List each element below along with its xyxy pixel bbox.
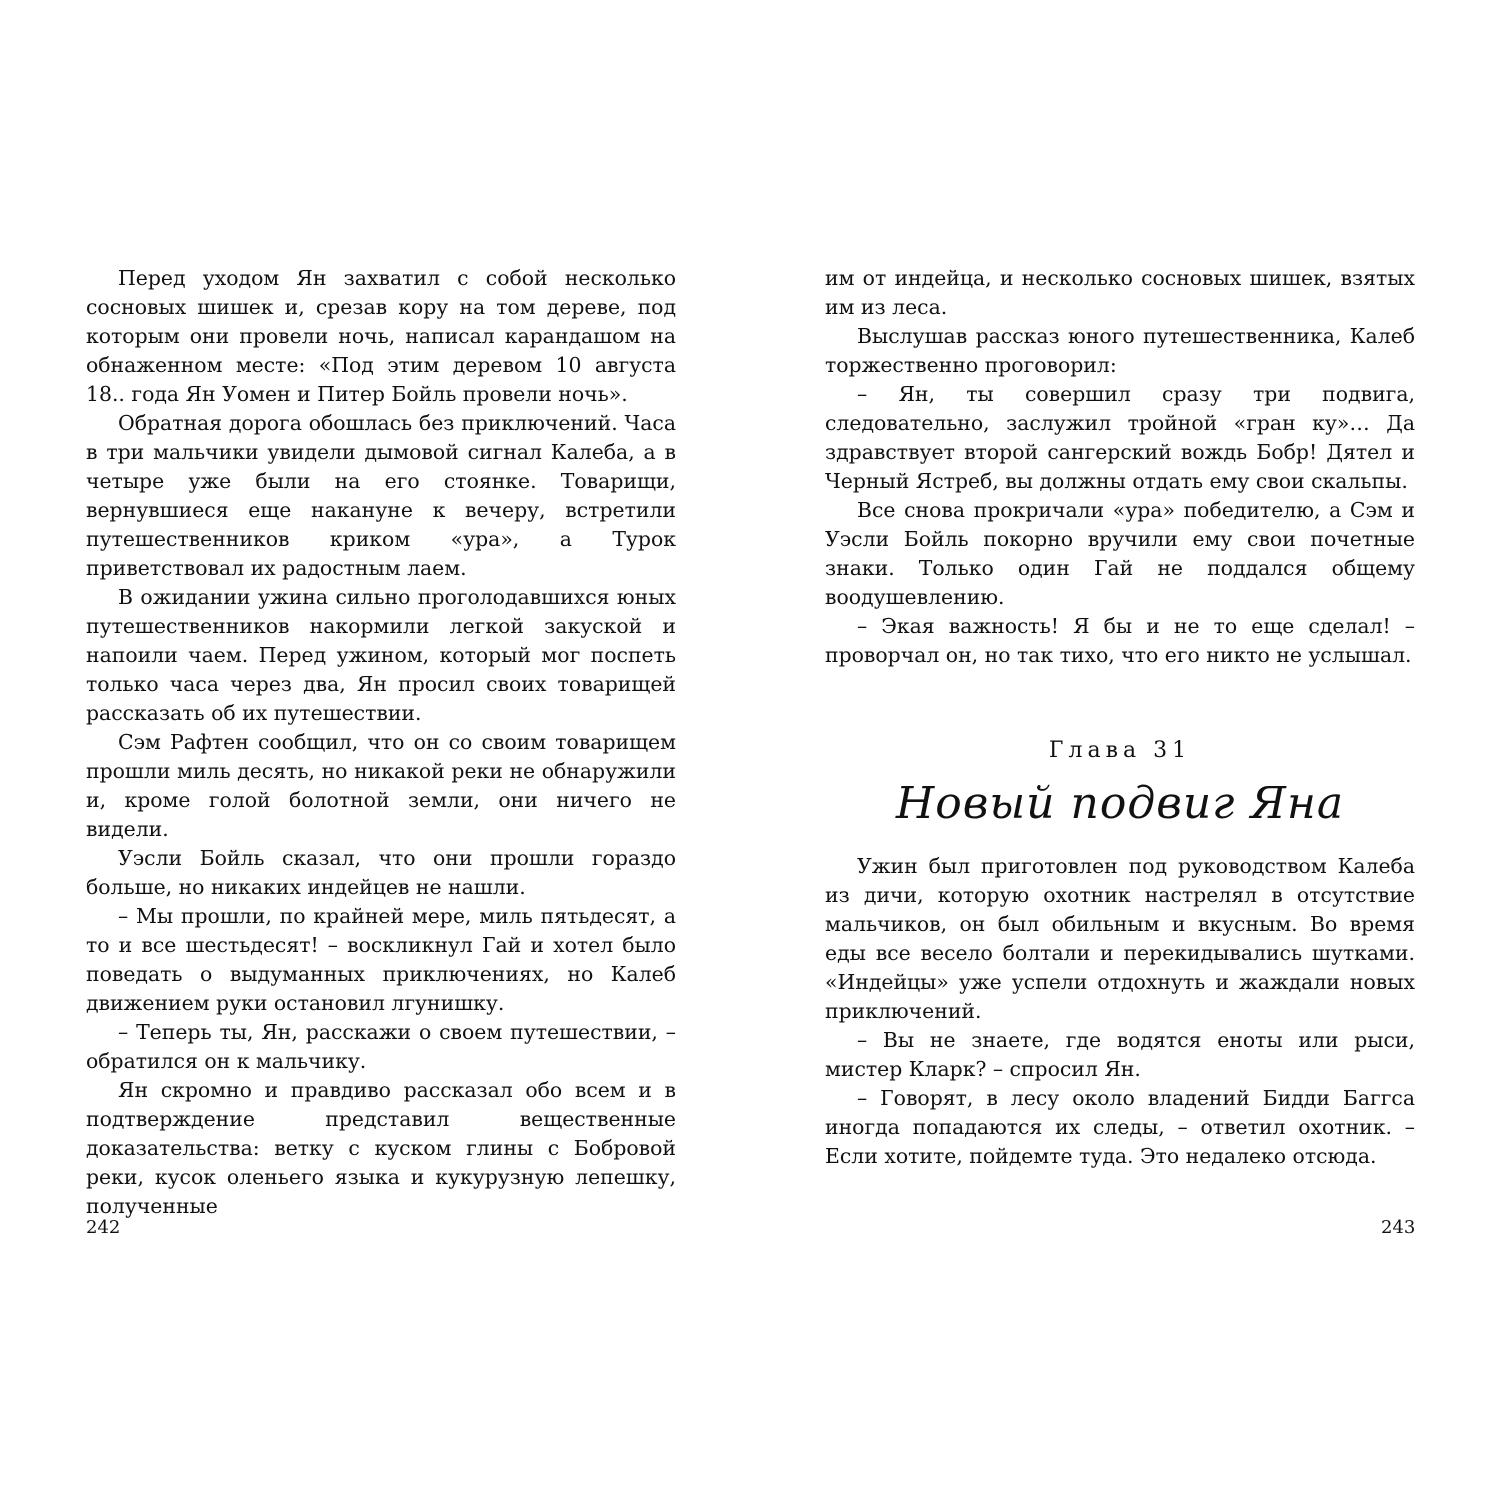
paragraph: – Говорят, в лесу около владений Бидди Баггса иногда попадаются их следы, – ответил охотник. – Если хотите, пойдемте туда. Это недалеко отсюда. <box>825 1086 1415 1168</box>
paragraph: – Мы прошли, по крайней мере, миль пятьдесят, а то и все шестьдесят! – воскликнул Гай и хотел было поведать о выдуманных приключениях, но Калеб движением руки остановил лгунишку. <box>86 904 676 1015</box>
paragraph: Ужин был приготовлен под руководством Калеба из дичи, которую охотник настрелял в отсутствие мальчиков, он был обильным и вкусным. Во время еды все весело болтали и перекидывались шутками. «Индейцы» уже успели отдохнуть и жаждали новых приключений. <box>825 854 1415 1023</box>
paragraph: Сэм Рафтен сообщил, что он со своим товарищем прошли миль десять, но никакой реки не обнаружили и, кроме голой болотной земли, они ничего не видели. <box>86 730 676 841</box>
page-number-left: 242 <box>86 1217 121 1238</box>
paragraph: Ян скромно и правдиво рассказал обо всем и в подтверждение представил вещественные доказательства: ветку с куском глины с Бобровой реки, кусок оленьего языка и кукурузную лепешку, полученные <box>86 1078 676 1218</box>
paragraph: Обратная дорога обошлась без приключений. Часа в три мальчики увидели дымовой сигнал Калеба, а в четыре уже были на его стоянке. Товарищи, вернувшиеся еще накануне к вечеру, встретили путешественников криком «ура», а Турок приветствовал их радостным лаем. <box>86 411 676 580</box>
chapter-label: Глава 31 <box>1048 738 1192 763</box>
chapter-title: Новый подвиг Яна <box>895 778 1345 829</box>
paragraph: – Вы не знаете, где водятся еноты или рыси, мистер Кларк? – спросил Ян. <box>825 1028 1415 1081</box>
right-page <box>825 264 1415 1171</box>
continued-paragraph: им от индейца, и несколько сосновых шишек, взятых им из леса. <box>825 266 1415 319</box>
paragraph: Все снова прокричали «ура» победителю, а Сэм и Уэсли Бойль покорно вручили ему свои почетные знаки. Только один Гай не поддался общему воодушевлению. <box>825 498 1415 609</box>
paragraph: – Ян, ты совершил сразу три подвига, следовательно, заслужил тройной «гран ку»… Да здравствует второй сангерский вождь Бобр! Дятел и Черный Ястреб, вы должны отдать ему свои скальпы. <box>825 382 1415 493</box>
page-number-right: 243 <box>1381 1217 1416 1238</box>
paragraph: Уэсли Бойль сказал, что они прошли гораздо больше, но никаких индейцев не нашли. <box>86 846 676 899</box>
paragraph: – Теперь ты, Ян, расскажи о своем путешествии, – обратился он к мальчику. <box>86 1020 676 1073</box>
left-page <box>86 264 676 1221</box>
paragraph: – Экая важность! Я бы и не то еще сделал! – проворчал он, но так тихо, что его никто не услышал. <box>825 614 1415 667</box>
paragraph: В ожидании ужина сильно проголодавшихся юных путешественников накормили легкой закуской и напоили чаем. Перед ужином, который мог поспеть только часа через два, Ян просил своих товарищей рассказать об их путешествии. <box>86 585 676 725</box>
paragraph: Перед уходом Ян захватил с собой несколько сосновых шишек и, срезав кору на том дереве, под которым они провели ночь, написал карандашом на обнаженном месте: «Под этим деревом 10 августа 18.. года Ян Уомен и Питер Бойль провели ночь». <box>86 266 676 406</box>
paragraph: Выслушав рассказ юного путешественника, Калеб торжественно проговорил: <box>825 324 1415 377</box>
